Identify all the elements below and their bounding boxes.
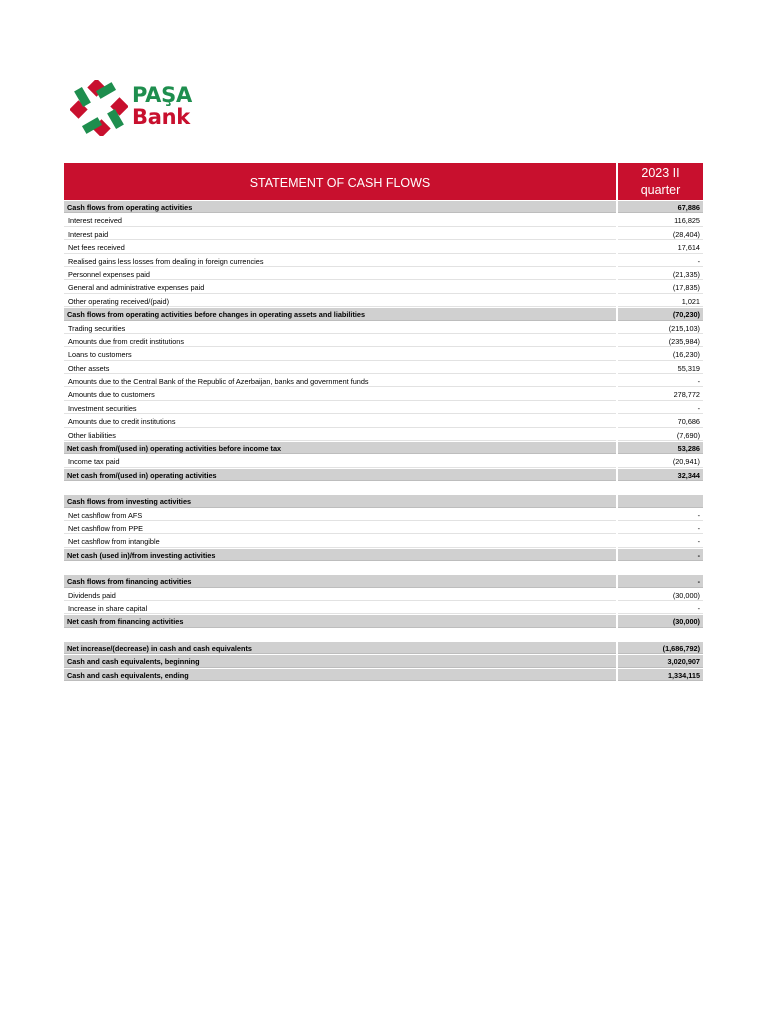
- row-label: Trading securities: [64, 322, 616, 334]
- table-row: [64, 669, 703, 682]
- row-label: Other operating received/(paid): [64, 295, 616, 307]
- row-value: [618, 629, 703, 641]
- row-label: Realised gains less losses from dealing in foreign currencies: [64, 255, 616, 267]
- row-value: 70,686: [618, 415, 703, 427]
- table-row: [64, 255, 703, 268]
- table-row: [64, 295, 703, 308]
- period-line-1: 2023 II: [641, 166, 680, 180]
- table-row: [64, 629, 703, 642]
- table-row: [64, 655, 703, 668]
- row-label: Interest received: [64, 214, 616, 226]
- row-value: -: [618, 402, 703, 414]
- row-label: Other liabilities: [64, 429, 616, 441]
- table-row: [64, 562, 703, 575]
- logo-wordmark: [132, 84, 192, 128]
- row-label: Net cash from financing activities: [64, 615, 616, 627]
- table-row: [64, 522, 703, 535]
- row-label: Amounts due to customers: [64, 388, 616, 400]
- row-value: -: [618, 602, 703, 614]
- table-row: [64, 375, 703, 388]
- row-value: -: [618, 522, 703, 534]
- table-row: [64, 429, 703, 442]
- pasha-bank-logo: [70, 80, 200, 136]
- row-value: 32,344: [618, 469, 703, 481]
- row-value: 3,020,907: [618, 655, 703, 667]
- table-row: [64, 348, 703, 361]
- row-value: 1,021: [618, 295, 703, 307]
- row-label: [64, 629, 616, 641]
- row-value: [618, 495, 703, 507]
- row-label: Interest paid: [64, 228, 616, 240]
- row-label: Net cashflow from intangible: [64, 535, 616, 547]
- row-value: 53,286: [618, 442, 703, 454]
- row-value: 67,886: [618, 201, 703, 213]
- row-label: Net cashflow from PPE: [64, 522, 616, 534]
- row-label: Cash flows from operating activities: [64, 201, 616, 213]
- row-label: Loans to customers: [64, 348, 616, 360]
- table-row: [64, 241, 703, 254]
- row-value: (21,335): [618, 268, 703, 280]
- row-label: Other assets: [64, 362, 616, 374]
- table-row: [64, 455, 703, 468]
- table-header: [64, 163, 703, 200]
- table-row: [64, 642, 703, 655]
- table-row: [64, 469, 703, 482]
- row-value: 278,772: [618, 388, 703, 400]
- row-value: -: [618, 375, 703, 387]
- row-label: Increase in share capital: [64, 602, 616, 614]
- table-row: [64, 322, 703, 335]
- table-row: [64, 281, 703, 294]
- row-label: [64, 562, 616, 574]
- table-row: [64, 509, 703, 522]
- table-row: [64, 589, 703, 602]
- table-row: [64, 268, 703, 281]
- table-row: [64, 362, 703, 375]
- logo-line-2: Bank: [132, 105, 190, 129]
- row-value: -: [618, 255, 703, 267]
- table-row: [64, 201, 703, 214]
- cash-flow-table-body: [64, 201, 703, 682]
- pasha-bank-logo-icon: [70, 80, 128, 136]
- row-label: Investment securities: [64, 402, 616, 414]
- table-row: [64, 575, 703, 588]
- row-value: -: [618, 535, 703, 547]
- logo-line-1: PAŞA: [132, 83, 192, 107]
- table-row: [64, 535, 703, 548]
- table-row: [64, 495, 703, 508]
- row-value: (1,686,792): [618, 642, 703, 654]
- row-label: [64, 482, 616, 494]
- row-label: Personnel expenses paid: [64, 268, 616, 280]
- row-value: (16,230): [618, 348, 703, 360]
- row-value: (17,835): [618, 281, 703, 293]
- row-value: (30,000): [618, 615, 703, 627]
- row-value: (28,404): [618, 228, 703, 240]
- period-line-2: quarter: [640, 183, 681, 197]
- row-value: [618, 482, 703, 494]
- table-row: [64, 214, 703, 227]
- row-value: (30,000): [618, 589, 703, 601]
- row-label: Amounts due from credit institutions: [64, 335, 616, 347]
- table-row: [64, 388, 703, 401]
- row-value: (20,941): [618, 455, 703, 467]
- row-label: Net increase/(decrease) in cash and cash equivalents: [64, 642, 616, 654]
- table-row: [64, 415, 703, 428]
- table-row: [64, 615, 703, 628]
- row-value: 17,614: [618, 241, 703, 253]
- row-label: Net cash (used in)/from investing activities: [64, 549, 616, 561]
- row-label: Net cash from/(used in) operating activities: [64, 469, 616, 481]
- row-value: 1,334,115: [618, 669, 703, 681]
- table-row: [64, 308, 703, 321]
- table-row: [64, 442, 703, 455]
- row-value: -: [618, 575, 703, 587]
- row-value: [618, 562, 703, 574]
- row-label: Amounts due to the Central Bank of the Republic of Azerbaijan, banks and government funds: [64, 375, 616, 387]
- table-row: [64, 228, 703, 241]
- row-label: General and administrative expenses paid: [64, 281, 616, 293]
- row-value: -: [618, 549, 703, 561]
- row-value: (235,984): [618, 335, 703, 347]
- row-label: Cash and cash equivalents, beginning: [64, 655, 616, 667]
- row-label: Dividends paid: [64, 589, 616, 601]
- table-row: [64, 549, 703, 562]
- row-label: Income tax paid: [64, 455, 616, 467]
- row-value: (7,690): [618, 429, 703, 441]
- row-value: (70,230): [618, 308, 703, 320]
- row-value: -: [618, 509, 703, 521]
- row-label: Net cashflow from AFS: [64, 509, 616, 521]
- row-label: Cash flows from investing activities: [64, 495, 616, 507]
- statement-title: STATEMENT OF CASH FLOWS: [64, 163, 616, 200]
- table-row: [64, 482, 703, 495]
- row-label: Cash flows from financing activities: [64, 575, 616, 587]
- period-header: [618, 163, 703, 200]
- row-label: Cash flows from operating activities before changes in operating assets and liabilities: [64, 308, 616, 320]
- table-row: [64, 602, 703, 615]
- table-row: [64, 335, 703, 348]
- row-label: Net cash from/(used in) operating activities before income tax: [64, 442, 616, 454]
- row-label: Amounts due to credit institutions: [64, 415, 616, 427]
- table-row: [64, 402, 703, 415]
- row-label: Cash and cash equivalents, ending: [64, 669, 616, 681]
- row-value: 55,319: [618, 362, 703, 374]
- row-label: Net fees received: [64, 241, 616, 253]
- row-value: 116,825: [618, 214, 703, 226]
- row-value: (215,103): [618, 322, 703, 334]
